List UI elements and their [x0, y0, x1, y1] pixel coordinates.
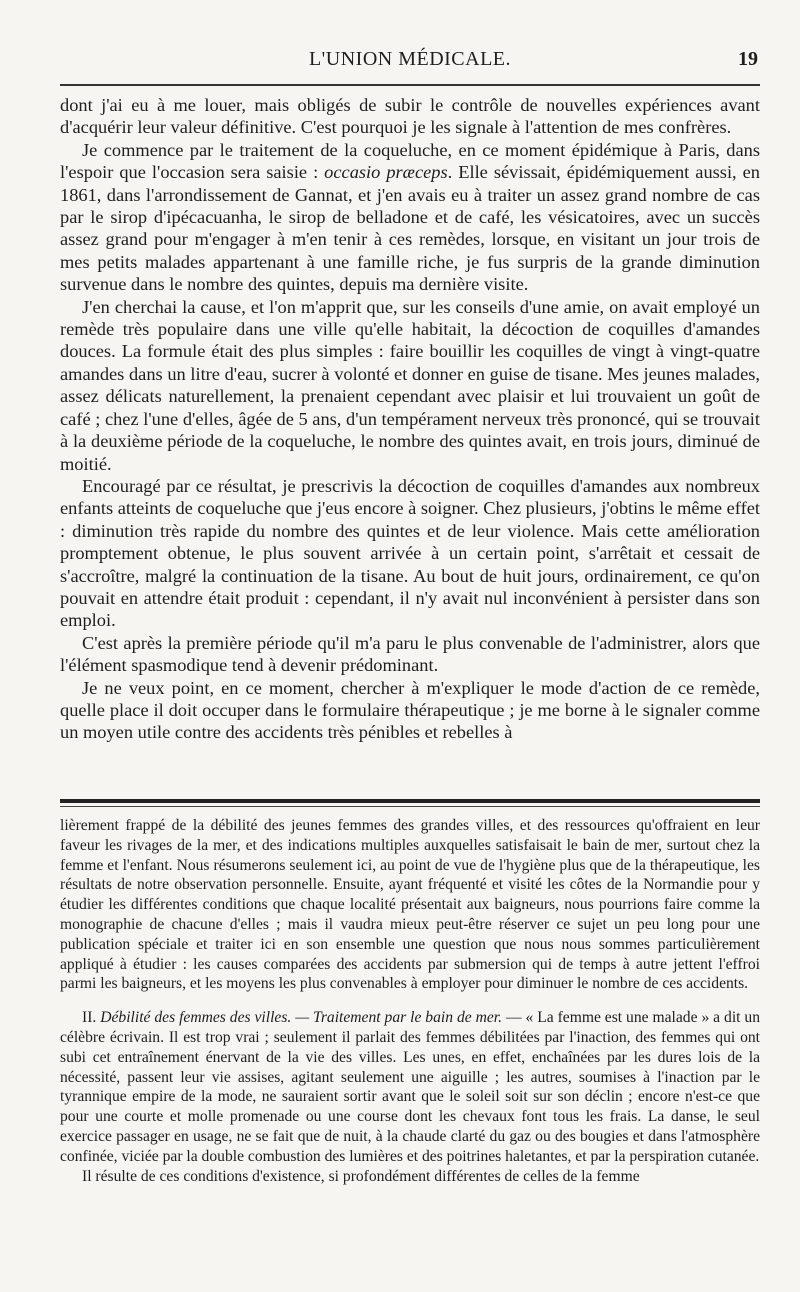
footnote-separator-thin: [60, 806, 760, 807]
header-rule: [60, 84, 760, 86]
paragraph: Je ne veux point, en ce moment, chercher à m'expliquer le mode d'action de ce remède, quelle place il doit occuper dans le formulaire thérapeutique ; je me borne à le signaler comme un moyen utile contre des accidents très pénibles et rebelles à: [60, 677, 760, 743]
footnote-paragraph: Il résulte de ces conditions d'existence, si profondément différentes de celles de la femme: [82, 1167, 640, 1185]
feuilleton-text: [60, 816, 760, 1186]
page-header: [62, 46, 758, 76]
footnote-section: [60, 1008, 760, 1166]
section-number: II.: [82, 1009, 101, 1027]
main-body-text: [60, 94, 760, 744]
paragraph-text: . Elle sévissait, épidémiquement aussi, en 1861, dans l'arrondissement de Gannat, et j'en avais eu à traiter un assez grand nombre de cas par le sirop d'ipécacuanha, le sirop de belladone et de café, les vésicatoires, avec un succès assez grand pour m'engager à m'en tenir à ces remèdes, lorsque, en visitant un jour trois de mes petits malades appartenant à une famille riche, je fus surpris de la grande diminution survenue dans le nombre des quintes, depuis ma dernière visite.: [60, 162, 761, 295]
paragraph: Encouragé par ce résultat, je prescrivis la décoction de coquilles d'amandes aux nombreux enfants atteints de coqueluche que j'eus encore à soigner. Chez plusieurs, j'obtins le même effet : diminution très rapide du nombre des quintes et de leur violence. Mais cette amélioration promptement obtenue, le plus souvent arrivée à un certain point, s'arrêtait et cessait de s'accroître, malgré la continuation de la tisane. Au bout de huit jours, ordinairement, ce qu'on pouvait en attendre était produit : cependant, il n'y avait nul inconvénient à persister dans son emploi.: [60, 475, 760, 631]
paragraph-text: Je commence par le traitement de la coqueluche, en ce moment épidémique à Paris, dans l'espoir que l'occasion sera saisie :: [60, 139, 760, 183]
running-title: L'UNION MÉDICALE.: [308, 48, 512, 70]
footnote-paragraph: lièrement frappé de la débilité des jeunes femmes des grandes villes, et des ressources qu'offraient en leur faveur les rivages de la mer, et des indications multiples auxquelles satisfaisait le bain de mer, surtout chez la femme et l'enfant. Nous résumerons seulement ici, au point de vue de l'hygiène plus que de la thérapeutique, les résultats de notre observation personnelle. Ensuite, ayant fréquenté et visité les côtes de la Normandie pour y étudier les différentes conditions que chaque localité présentait aux baigneurs, nous pourrions faire comme la monographie de chacune d'elles ; mais il vaudra mieux peut-être réserver ce sujet un peu long pour une publication spéciale et traiter ici en son ensemble une question que nous nous sommes particulièrement appliqué à étudier : les causes comparées des accidents par submersion qui de temps à autre jettent l'effroi parmi les baigneurs, et les moyens les plus convenables à employer pour diminuer le nombre de ces accidents.: [60, 817, 760, 993]
footnote-separator-thick: [60, 799, 760, 803]
paragraph: [60, 139, 760, 296]
paragraph: J'en cherchai la cause, et l'on m'apprit que, sur les conseils d'une amie, on avait employé un remède très populaire dans une ville qu'elle habitait, la décoction de coquilles d'amandes douces. La formule était des plus simples : faire bouillir les coquilles de vingt à vingt-quatre amandes dans un litre d'eau, sucrer à volonté et donner en guise de tisane. Mes jeunes malades, assez délicats naturellement, la prenaient cependant avec plaisir et lui trouvaient un goût de café ; chez l'une d'elles, âgée de 5 ans, d'un tempérament nerveux très prononcé, qui se trouvait à la deuxième période de la coqueluche, le nombre des quintes avait, en trois jours, diminué de moitié.: [60, 296, 760, 474]
paragraph: C'est après la première période qu'il m'a paru le plus convenable de l'administrer, alors que l'élément spasmodique tend à devenir prédominant.: [60, 632, 760, 676]
section-text: — « La femme est une malade » a dit un célèbre écrivain. Il est trop vrai ; seulement il parlait des femmes débilitées par l'inaction, des femmes qui ont subi cet entraînement énervant de la vie des villes. Les unes, en effet, enchaînées par les dures lois de la nécessité, passent leur vie assises, agitant seulement une aiguille ; les autres, soumises à l'inaction par le tyrannique empire de la mode, ne sauraient sortir avant que le soleil soit sur son déclin ; encore n'est-ce que pour une courte et molle promenade ou une course dont les chevaux font tous les frais. La danse, le seul exercice passager en usage, ne se fait que de nuit, à la chaude clarté du gaz ou des bougies et dans l'atmosphère confinée, viciée par la double combustion des lumières et des poitrines haletantes, et par la perspiration cutanée.: [60, 1009, 760, 1165]
paragraph: dont j'ai eu à me louer, mais obligés de subir le contrôle de nouvelles expériences avant d'acquérir leur valeur définitive. C'est pourquoi je les signale à l'attention de mes confrères.: [60, 95, 760, 138]
latin-phrase: occasio præceps: [324, 162, 448, 183]
page-number: 19: [738, 48, 758, 70]
section-title: Débilité des femmes des villes. — Traitement par le bain de mer.: [100, 1009, 503, 1027]
